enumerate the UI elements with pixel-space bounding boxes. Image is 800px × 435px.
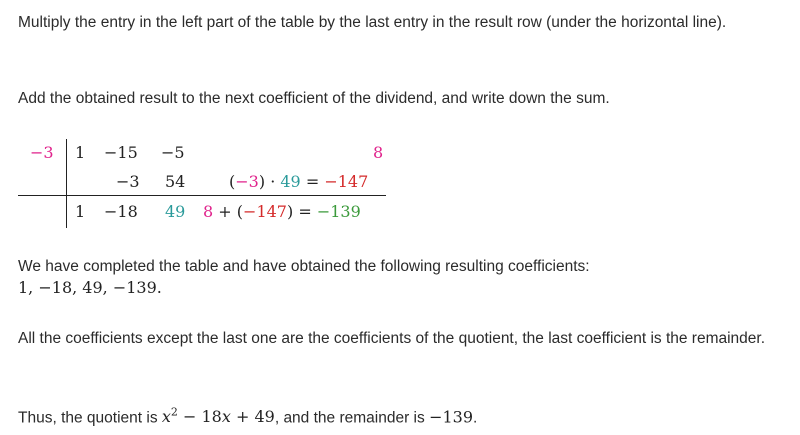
row3-c3: 49 [165,202,186,221]
completed-text: We have completed the table and have obtained the following resulting coefficients: [18,258,590,275]
instruction-multiply: Multiply the entry in the left part of the table by the last entry in the result row (under the horizontal line). [18,14,727,31]
conclusion: Thus, the quotient is $x^2 - 18x + 49$, and the remainder is −139. [18,406,478,427]
row3-c4: 8 + (−147) = −139 [203,202,361,221]
row3-c1: 1 [75,202,86,221]
row2-c3: 54 [165,172,186,191]
row1-c2: −15 [104,143,138,162]
table-vertical-line [66,139,67,228]
divisor: −3 [30,143,54,162]
row3-c2: −18 [104,202,138,221]
instruction-add: Add the obtained result to the next coefficient of the dividend, and write down the sum. [18,90,610,107]
table-horizontal-line [18,195,386,196]
coefficients-list: 1, −18, 49, −139. [18,278,162,297]
row2-c4: (−3) · 49 = −147 [229,172,369,191]
row2-c2: −3 [116,172,140,191]
quotient-remainder-explanation: All the coefficients except the last one are the coefficients of the quotient, the last coefficient is the remainder. [18,330,766,347]
row1-c1: 1 [75,143,86,162]
row1-c3: −5 [161,143,185,162]
row1-c4: 8 [373,143,384,162]
